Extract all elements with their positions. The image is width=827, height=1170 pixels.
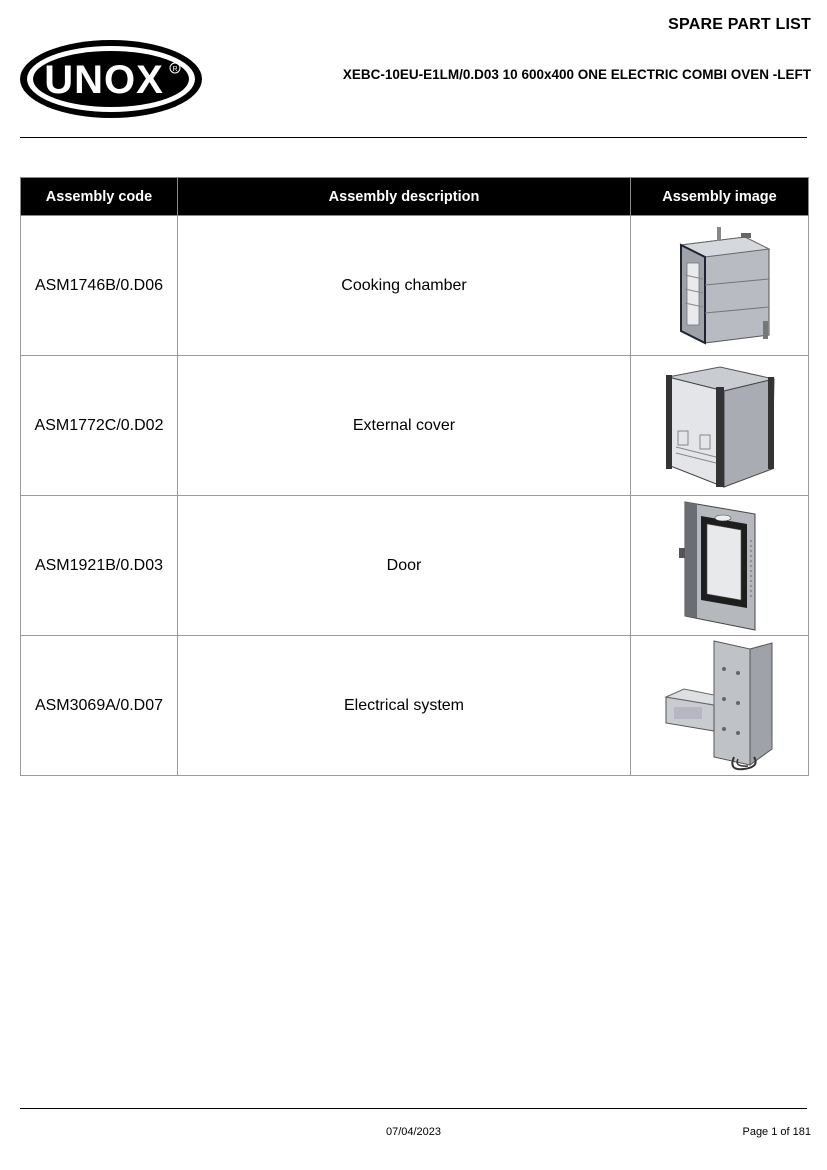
assembly-description: Cooking chamber — [178, 216, 631, 356]
assembly-image-cell — [631, 636, 809, 776]
page-subtitle: XEBC-10EU-E1LM/0.D03 10 600x400 ONE ELECTRIC COMBI OVEN -LEFT — [342, 67, 811, 82]
assembly-image-cell — [631, 496, 809, 636]
table-header-row — [21, 178, 809, 216]
assembly-code[interactable]: ASM1772C/0.D02 — [21, 356, 178, 496]
door-image[interactable] — [675, 500, 765, 632]
page-title: SPARE PART LIST — [668, 16, 811, 33]
column-header-code: Assembly code — [21, 178, 178, 216]
header-divider — [20, 137, 807, 138]
assembly-code[interactable]: ASM3069A/0.D07 — [21, 636, 178, 776]
assembly-image-cell — [631, 216, 809, 356]
assembly-code[interactable]: ASM1746B/0.D06 — [21, 216, 178, 356]
unox-logo — [18, 38, 204, 120]
table-row — [21, 356, 809, 496]
table-row — [21, 496, 809, 636]
column-header-image: Assembly image — [631, 178, 809, 216]
electrical-system-image[interactable] — [664, 639, 776, 773]
assembly-image-cell — [631, 356, 809, 496]
footer-date: 07/04/2023 — [385, 1126, 442, 1138]
svg-text:R: R — [172, 66, 178, 73]
assembly-table — [20, 177, 809, 776]
assembly-description: External cover — [178, 356, 631, 496]
column-header-description: Assembly description — [178, 178, 631, 216]
table-row — [21, 216, 809, 356]
page-number: Page 1 of 181 — [742, 1126, 811, 1138]
cooking-chamber-image[interactable] — [665, 225, 775, 347]
assembly-description: Electrical system — [178, 636, 631, 776]
footer-divider — [20, 1108, 807, 1109]
assembly-code[interactable]: ASM1921B/0.D03 — [21, 496, 178, 636]
logo-text: UNOX — [44, 58, 164, 102]
assembly-description: Door — [178, 496, 631, 636]
table-row — [21, 636, 809, 776]
external-cover-image[interactable] — [664, 361, 776, 491]
